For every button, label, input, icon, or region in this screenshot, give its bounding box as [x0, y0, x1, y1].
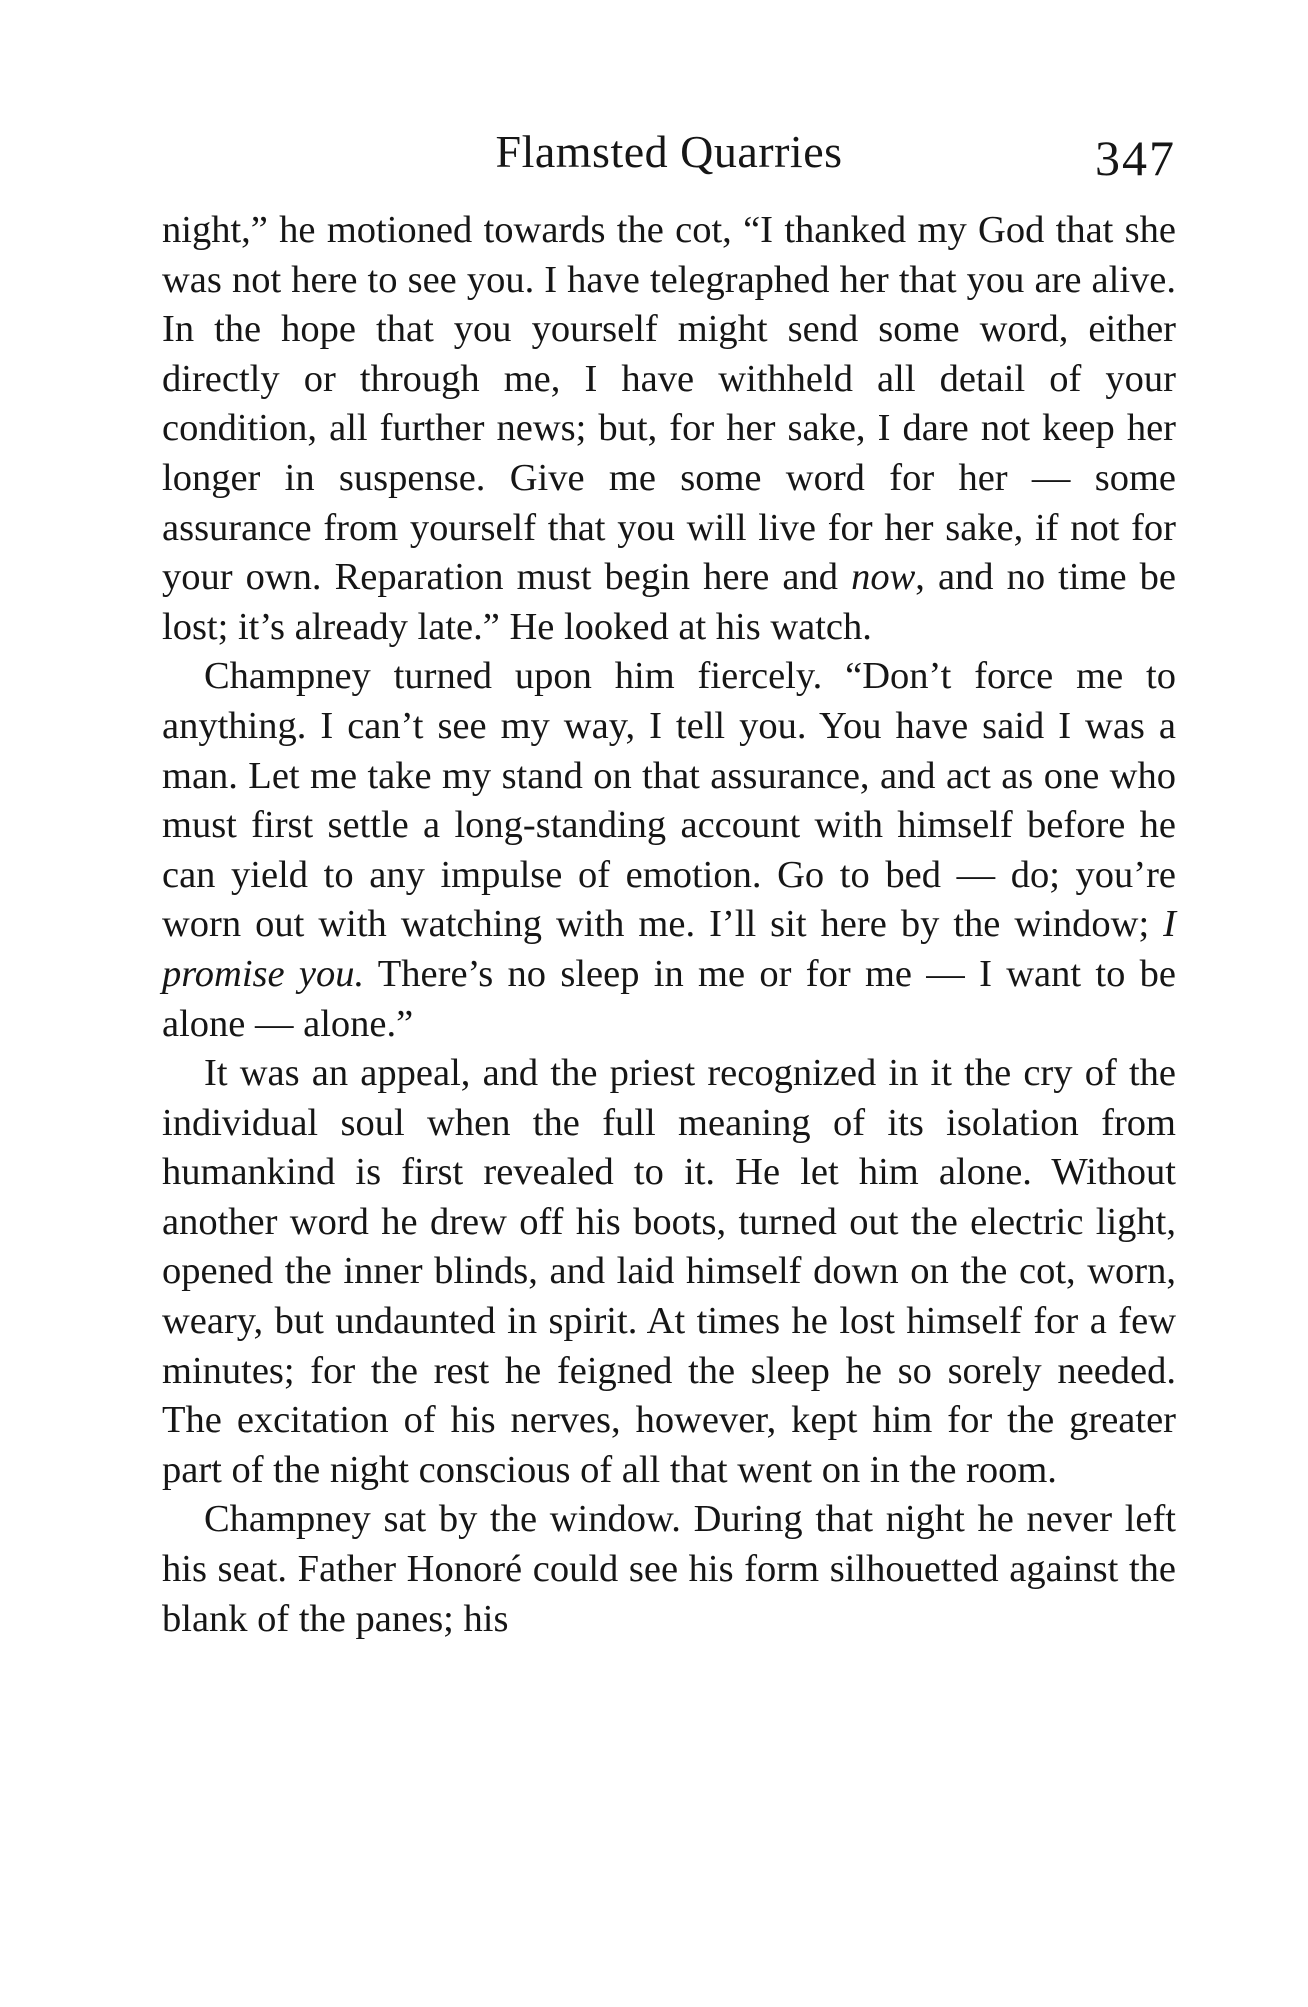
running-head [162, 122, 1176, 186]
text-segment: , and no time be lost; it’s already late.” He looked at his watch. [162, 556, 1177, 648]
paragraph-2 [162, 652, 1176, 1049]
text-segment: It was an appeal, and the priest recognized in it the cry of the individual soul when the full meaning of its isolation from humankind is first revealed to it. He let him alone. Without another word he drew off his boots, turned out the electric light, opened the inner blinds, and laid himself down on the cot, worn, weary, but undaunted in spirit. At times he lost himself for a few minutes; for the rest he feigned the sleep he so sorely needed. The excitation of his nerves, however, kept him for the greater part of the night conscious of all that went on in the room. [162, 1052, 1176, 1491]
running-title: Flamsted Quarries [495, 126, 843, 177]
text-segment: There’s no sleep in me or for me — I want to be alone — alone.” [162, 952, 1176, 1045]
italic-segment: I promise you. [162, 903, 1176, 995]
text-segment: night,” he motioned towards the cot, “I thanked my God that she was not here to see you. I have telegraphed her that you are alive. In the hope that you yourself might send some word, either directly or through me, I have withheld all detail of your condition, all further news; but, for her sake, I dare not keep her longer in suspense. Give me some word for her — some assurance from yourself that you will live for her sake, if not for your own. Reparation must begin here and [162, 209, 1176, 599]
page-number: 347 [1095, 130, 1176, 186]
text-segment: Champney turned upon him fiercely. “Don’t force me to anything. I can’t see my way, I tell you. You have said I was a man. Let me take my stand on that assurance, and act as one who must first settle a long-standing account with himself before he can yield to any impulse of emotion. Go to bed — do; you’re worn out with watching with me. I’ll sit here by the window; [162, 655, 1176, 946]
paragraph-3 [162, 1049, 1176, 1495]
paragraph-1 [162, 206, 1176, 652]
italic-segment: now [851, 556, 916, 599]
paragraph-4 [162, 1495, 1176, 1644]
body-text [162, 206, 1176, 1644]
text-segment: Champney sat by the window. During that night he never left his seat. Father Honoré could see his form silhouetted against the blank of the panes; his [162, 1498, 1176, 1640]
